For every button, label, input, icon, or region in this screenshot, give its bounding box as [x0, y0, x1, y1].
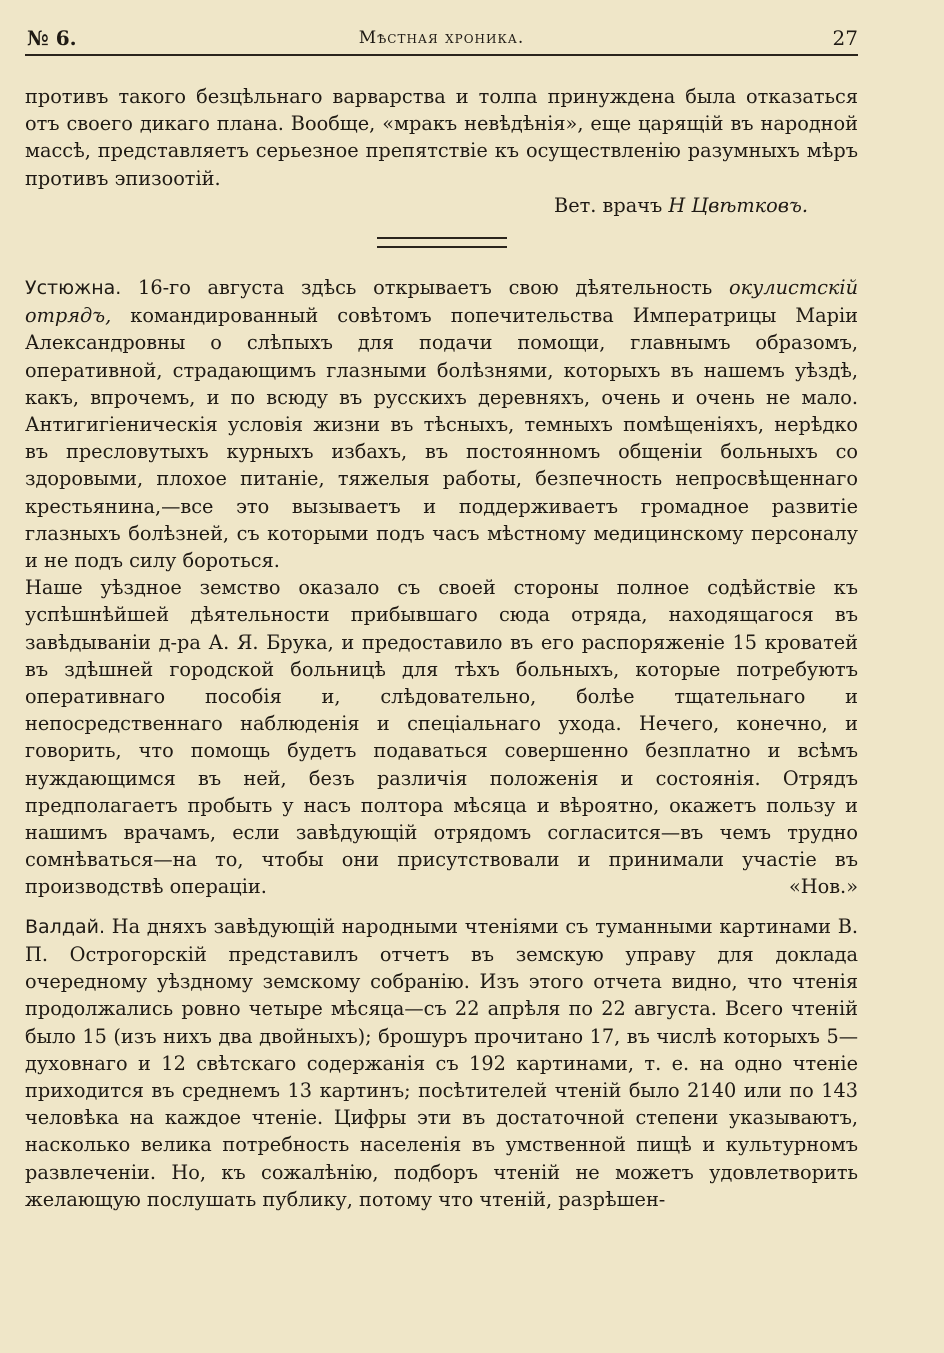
- ustyuzhna-lead: 16-го августа здѣсь открываетъ свою дѣятельность: [121, 276, 730, 300]
- valday-text: На дняхъ завѣдующій народными чтеніями съ туманными картинами В. П. Острогорскій представилъ отчетъ въ земскую управу для доклада очередному уѣздному земскому собранію. Изъ этого отчета видно, что чтенія продолжались ровно четыре мѣсяца—съ 22 апрѣля по 22 августа. Всего чтеній было 15 (изъ нихъ два двойныхъ); брошуръ прочитано 17, въ числѣ которыхъ 5—духовнаго и 12 свѣтскаго содержанія съ 192 картинами, т. е. на одно чтеніе приходится въ среднемъ 13 картинъ; посѣтителей чтеній было 2140 или по 143 человѣка на каждое чтеніе. Цифры эти въ достаточной степени указываютъ, насколько велика потребность населенія въ умственной пищѣ и культурномъ развлеченіи. Но, къ сожалѣнію, подборъ чтеній не можетъ удовлетворить желающую послушать публику, потому что чтеній, разрѣшен-: [25, 914, 858, 1211]
- section-title: Мѣстная хроника.: [358, 28, 525, 48]
- source-attribution: «Нов.»: [788, 875, 858, 899]
- section-divider: [377, 237, 507, 248]
- issue-number: № 6.: [27, 26, 77, 50]
- place-name-ustyuzhna: Устюжна.: [25, 277, 122, 300]
- section-gap: [25, 901, 858, 913]
- ustyuzhna-paragraph-1: [25, 274, 858, 574]
- place-name-valday: Валдай.: [25, 915, 105, 938]
- article-body: [25, 83, 858, 1213]
- paragraph-continued: противъ такого безцѣльнаго варварства и толпа принуждена была отказаться отъ своего дикаго плана. Вообще, «мракъ невѣдѣнія», еще царящій въ народной массѣ, представляетъ серьезное препятствіе къ осуществленію разумныхъ мѣръ противъ эпизоотій.: [25, 85, 858, 190]
- valday-paragraph: [25, 913, 858, 1213]
- ustyuzhna-rest: командированный совѣтомъ попечительства Императрицы Маріи Александровны о слѣпыхъ для подачи помощи, главнымъ образомъ, оперативной, страдающимъ глазными болѣзнями, которыхъ въ нашемъ уѣздѣ, какъ, впрочемъ, и по всюду въ русскихъ деревняхъ, очень и очень не мало. Антигигіеническія условія жизни въ тѣсныхъ, темныхъ помѣщеніяхъ, нерѣдко въ пресловутыхъ курныхъ избахъ, въ постоянномъ общеніи больныхъ со здоровыми, плохое питаніе, тяжелыя работы, безпечность непросвѣщеннаго крестьянина,—все это вызываетъ и поддерживаетъ громадное развитіе глазныхъ болѣзней, съ которыми подъ часъ мѣстному медицинскому персоналу и не подъ силу бороться.: [25, 304, 858, 573]
- ustyuzhna-italic: окулистскій отрядъ,: [25, 276, 858, 328]
- signature-prefix: Вет. врачъ: [554, 193, 663, 217]
- page-number: 27: [832, 26, 858, 50]
- signature: [25, 192, 858, 219]
- ustyuzhna-p2-text: Наше уѣздное земство оказало съ своей стороны полное содѣйствіе къ успѣшнѣйшей дѣятельности прибывшаго сюда отряда, находящагося въ завѣдываніи д-ра А. Я. Брука, и предоставило въ его распоряженіе 15 кроватей въ здѣшней городской больницѣ для тѣхъ больныхъ, которые потребуютъ оперативнаго пособія и, слѣдовательно, болѣе тщательнаго и непосредственнаго наблюденія и спеціальнаго ухода. Нечего, конечно, и говорить, что помощь будетъ подаваться совершенно безплатно и всѣмъ нуждающимся въ ней, безъ различія положенія и состоянія. Отрядъ предполагаетъ пробыть у насъ полтора мѣсяца и вѣроятно, окажетъ пользу и нашимъ врачамъ, если завѣдующій отрядомъ согласится—въ чемъ трудно сомнѣваться—на то, чтобы они присутствовали и принимали участіе въ производствѣ операціи.: [25, 576, 858, 899]
- ustyuzhna-paragraph-2: [25, 574, 858, 900]
- signature-name: Н Цвѣтковъ.: [668, 193, 808, 217]
- page-header: [25, 24, 858, 56]
